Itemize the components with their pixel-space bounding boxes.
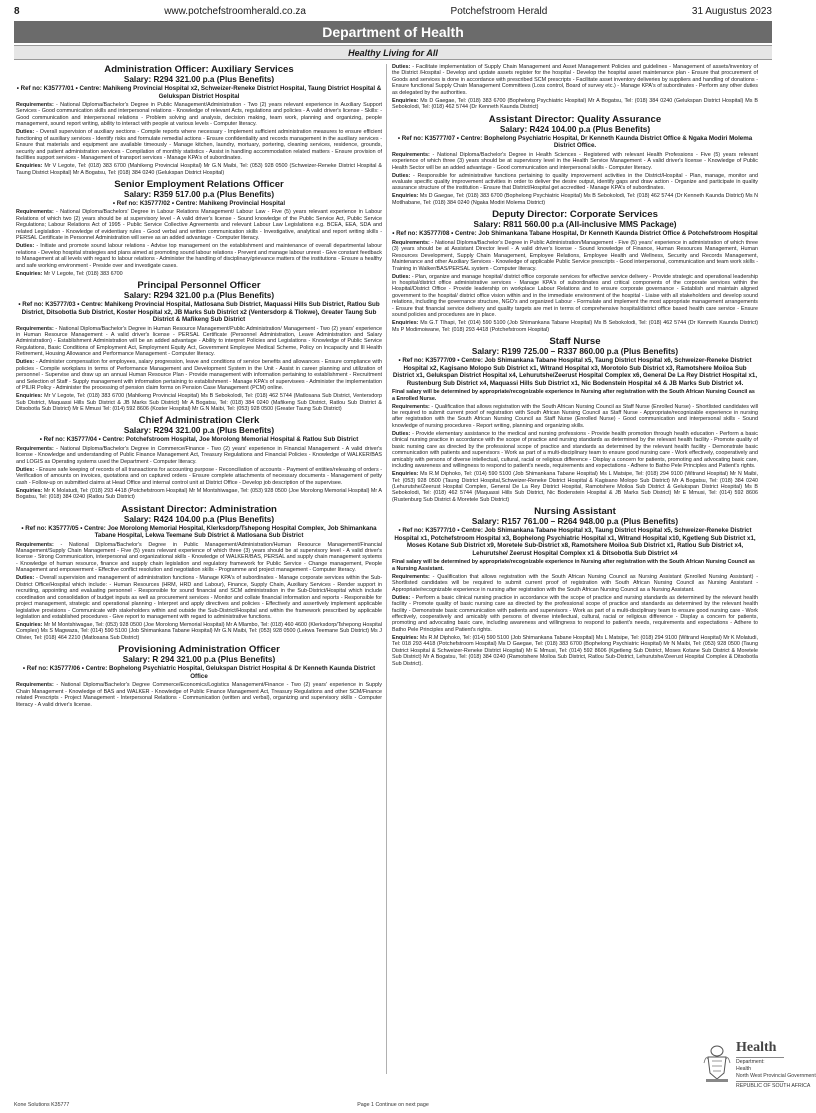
website-url[interactable]: www.potchefstroomherald.co.za xyxy=(164,5,306,17)
footer-left: Kone Solutions K35777 xyxy=(14,1102,70,1108)
job-enquiries: Enquiries: Ms D Gaegae, Tel: (018) 383 6700 (Bophelong Psychiatric Hospital) Ms B Sebokolodi, Tel: (018) 462 5744 (Dr Kenneth Kaunda District) Ms N Motlhabane, Tel: (018) 384 0240 (Ngaka Modiri Molema District) xyxy=(392,193,758,206)
job-reference: • Ref no: K35777/03 • Centre: Mahikeng Provincial Hospital, Matlosana Sub District, Maquassi Hills Sub District, Ratlou Sub District, Ditsobotla Sub District, Koster Hospital x2, JB Marks Sub District x2 (Ventersdorp & Tlokwe), Greater Taung Sub District & Mafikeng Sub District xyxy=(18,301,380,324)
job-listing xyxy=(392,209,758,333)
job-reference: • Ref no: K35777/08 • Centre: Job Shimankana Tabane Hospital, Dr Kenneth Kaunda District Office & Potchefstroom Hospital xyxy=(392,230,758,238)
job-listing xyxy=(16,280,382,412)
paper-name: Potchefstroom Herald xyxy=(450,5,548,17)
job-enquiries: Enquiries: Mr M Montshiwagae, Tel: (053) 928 0500 (Joe Morolong Memorial Hospital) Mr A Mlambo, Tel: (018) 460 4600 (Klerksdorp/Tshepong Hospital Complex) Ms S Magwaza, Tel: (014) 590 5100 (Job Shimankana Tabane Hospital) Mr G.N Maibi, Tel: (053) 928 0500 (Lekwa Teemane Sub District) Ms J Olivier, Tel: (018) 464 2210 (Matlosana Sub District) xyxy=(16,621,382,641)
job-salary: Salary: R294 321.00 p.a (Plus Benefits) xyxy=(123,291,275,301)
job-salary: Salary: R811 560.00 p.a (All-inclusive MMS Package) xyxy=(473,220,677,230)
job-reference: • Ref no: K35777/07 • Centre: Bophelong Psychiatric Hospital, Dr Kenneth Kaunda District Office & Ngaka Modiri Molema District Office. xyxy=(397,134,753,150)
job-requirements: Requirements: - Qualification that allows registration with the South African Nursing Council as Nursing Assistant (Enrolled Nursing Assistant) - Shortlisted candidates will be required to submit current proof of registration with South African Nursing Council as Nursing Assistant - Appropriate/recognizable experience in nursing after registration with the South African Nursing Council as a Nursing Assistant. xyxy=(392,573,758,593)
job-reference: • Ref no: K35777/04 • Centre: Potchefstroom Hospital, Joe Morolong Memorial Hospital & Ratlou Sub District xyxy=(39,436,359,444)
job-enquiries: Enquiries: Ms R.M Diphoko, Tel: (014) 590 5100 (Job Shimankana Tabane Hospital) Ms L Matsipe, Tel: (018) 294 9100 (Witrand Hospital) Mr K Molatudi, Tel: 018 293 4418 (Potchefstroom Hospital) Ms D Gaegae, Tel: (018) 383 6700 (Bophelong Psychiatric Hospital) Mr N Maibi, Tel: (053) 928 0500 (Taung District Hospital & Schweizer-Reneke District Hospital) Mr E Mmusi, Tel: (014) 592 8606 (Kgetleng Sub District, Moses Kotane Sub District & Moretele Sub District) Mr A Bogatsu, Tel: (018) 384 0240 (Ramotshere Moiloa Sub District, Ratlou Sub-District, Lehurutshe/Zeerust Hospital Complex & Ditsobotla Sub District). xyxy=(392,634,758,667)
job-duties: Duties: - Responsible for administrative functions pertaining to quality improvement activities in the District/Hospital - Plan, manage, monitor and evaluate specific quality improvement activities in order to deliver the desire output, identify gaps and draw action - Organize and participate in quality assurance structure of the institution - Ensure that District/Hospital get accredited - Manage KPA's of subordinates. xyxy=(392,172,758,192)
job-title: Assistant Director: Quality Assurance xyxy=(488,113,662,125)
logo-wordmark: Health xyxy=(736,1040,777,1055)
job-reference: • Ref no: K35777/02 • Centre: Mahikeng Provincial Hospital xyxy=(112,199,286,207)
job-reference: • Ref no: K35777/06 • Centre: Bophelong Psychiatric Hospital, Gelukspan District Hospital & Dr Kenneth Kaunda District Office xyxy=(22,665,376,680)
job-enquiries: Enquiries: Ms G.T Tlhapi, Tel: (014) 590 5100 (Job Shimankana Tabane Hospital) Ms B Sebokolodi, Tel: (018) 462 5744 (Dr Kenneth Kaunda District) Ms P Modimoiwane, Tel: (018) 293 4418 (Potchefstroom Hospital) xyxy=(392,320,758,333)
job-salary: Salary: R294 321.00 p.a (Plus Benefits) xyxy=(123,75,275,84)
job-listing xyxy=(392,114,758,207)
job-reference: • Ref no: K35777/01 • Centre: Mahikeng Provincial Hospital x2, Schweizer-Reneke District Hospital, Taung District Hospital & Gelukspan District Hospital xyxy=(16,85,382,100)
job-listing xyxy=(16,64,382,176)
job-listing xyxy=(392,64,758,111)
job-listing xyxy=(16,179,382,277)
job-reference: • Ref no: K35777/05 • Centre: Joe Morolong Memorial Hospital, Klerksdorp/Tshepong Hospital Complex, Job Shimankana Tabane Hospital, Lekwa Teemane Sub District & Matlosana Sub District xyxy=(21,524,377,540)
job-requirements: Requirements: - National Diploma/Bachelor's Degree in Commerce/Finance - Two (2) years' experience in Financial Management - A valid driver's license - Knowledge and understanding of Public Finance Management Act, Treasury Regulations and Financial Policies - Knowledge of WALKER/BAS and LOGIS as Operating systems used the Department - Computer literacy. xyxy=(16,445,382,465)
job-listing xyxy=(16,644,382,708)
job-reference: • Ref no: K35777/10 • Centre: Job Shimankana Tabane Hospital x3, Taung District Hospital x5, Schweizer-Reneke District Hospital x1, Potchefstroom Hospital x3, Bophelong Psychiatric Hospital x1, Witrand Hospital x10, Kgetleng Sub District x1, Moses Kotane Sub District x9, Moretele Sub-District x8, Ramotshere Moiloa Sub District x1, Ratlou Sub District x4, Lehurutshe/ Zeerust Hospital Complex x1 & Ditsobotla Sub District x4 xyxy=(394,527,756,557)
job-requirements: Requirements: - National Diploma/Bachelor's Degree in Health Sciences - Registered with relevant Health Professions - Five (5) years relevant experience of which three (3) years should be at supervisory level in the Health Service Management - A valid driver's license - Knowledge of Public Health Sector will be an added advantage - Good communication and interpersonal skills - Computer literacy. xyxy=(392,151,758,171)
footer-center: Page 1 Continue on next page xyxy=(357,1102,429,1108)
job-title: Administration Officer: Auxiliary Services xyxy=(104,64,294,75)
issue-date: 31 Augustus 2023 xyxy=(691,5,772,17)
job-duties: Duties: - Perform a basic clinical nursing practice in accordance with the scope of practice and nursing standards as determined by the relevant health facility - Promote quality of basic nursing care as directed by the professional scope of practice and standards as determined by the relevant health facility - Demonstrate basic communication with patients and supervisors - Work as part of a multi-disciplinary team to ensure good nursing care - Work effectively, cooperatively and amicably with persons of diverse intellectual, cultural, racial or religious difference - Display a concern for patients, promoting and advocating basic care, including awareness and willingness to respond to patient's needs, requirements and expectations - Adhere to Batho Pele Principles and Patient's rights. xyxy=(392,594,758,633)
job-title: Nursing Assistant xyxy=(534,506,616,518)
job-salary: Salary: R 294 321.00 p.a (Plus Benefits) xyxy=(122,655,276,665)
job-title: Senior Employment Relations Officer xyxy=(114,178,284,190)
left-column xyxy=(16,64,382,1079)
job-listing xyxy=(392,506,758,667)
health-logo xyxy=(736,1040,816,1090)
logo-line-3: North West Provincial Government xyxy=(736,1073,816,1079)
job-duties: Duties: - Facilitate implementation of Supply Chain Management and Asset Management Policies and guidelines - Management of assets/inventory of the District /Hospital - Develop and update assets register for the hospital - Develop the hospital asset maintenance plan - Ensure that procurement of Goods and services is done in accordance with prescribed SCM prescripts - Facilitate asset inventory deliveries by suppliers and handling of donations - Ensure functional Supply Chain Management Committees (Loss control, Board of survey etc.) - Manage KPA's of subordinates - Perform any other duties as delegated by the authorities. xyxy=(392,64,758,96)
job-requirements: Requirements: - National Diploma/Bachelors' Degree in Labour Relations Management/ Labour Law - Five (5) years relevant experience in Labour Relations of which two (2) years should be at supervisory level - A valid driver's license - Sound knowledge of the Public Service Act, Public Service Regulations; Labour Relations Act of 1995 - Public Service Collective Agreements and relevant Labour Law Legislations e.g. BCEA, EEA, SDA and related Legislation - Knowledge of evidentiary rules - Good verbal and written communication skills - Investigative, analytical and report writing skills - PERSAL Certificate in Personnel Administration will serve as an added advantage - Computer literacy. xyxy=(16,209,382,242)
job-title: Chief Administration Clerk xyxy=(138,415,260,427)
job-enquiries: Enquiries: Mr V Legote, Tel: (018) 383 6700 (Mahikeng Provincial Hospital) Mr G.N Maibi, Tel: (053) 928 0500 (Schweizer-Reneke District Hospital & Taung District Hospital) Mr A Bogatsu, Tel: (018) 384 0240 (Gelukspan District Hospital) xyxy=(16,163,382,176)
job-listing xyxy=(392,336,758,503)
job-requirements: Requirements: - National Diploma/Bachelor's Degree Commerce/Economics/Logistics Management/Finance - Two (2) years' experience in Supply Chain Management - Knowledge of BAS and WALKER - Knowledge of Public Finance Management Act, Treasury Regulations and other SCM/Finance related Prescripts - Project Management - Interpersonal Relations - Communication (written and verbal), organizing and supervisory skills - Computer literacy - A valid driver's license. xyxy=(16,682,382,708)
job-title: Deputy Director: Corporate Services xyxy=(492,209,658,221)
job-duties: Duties: - Provide elementary assistance to the medical and nursing professions - Provide health promotion through health education - Perform a basic clinical nursing practice in accordance with the scope of practice and nursing standards as determined by the relevant health facility - Promote quality of basic nursing care as directed by the professional scope of practice and standards as determined by the relevant health facility - Demonstrate basic communication with patients and supervisors - Work as part of a multi-disciplinary team to ensure good nursing care - Work effectively, cooperatively and amicably with persons of diverse intellectual, cultural, racial or religious difference - Display a concern for patients, promoting and advocating basic care, including awareness and willingness to respond to patient's needs, requirements and expectations - Adhere to Batho Pele Principles and Patient's rights. xyxy=(392,430,758,470)
job-salary: Salary: R424 104.00 p.a (Plus Benefits) xyxy=(123,514,275,524)
column-divider xyxy=(386,64,387,1074)
job-enquiries: Enquiries: Ms D Gaegae, Tel: (018) 383 6700 (Bophelong Psychiatric Hospital) Mr A Bogatsu, Tel: (018) 384 0240 (Gelukspan District Hospital) Ms B Sebokolodi, Tel: (018) 462 5744 (Dr Kenneth Kaunda District) xyxy=(392,97,758,111)
logo-line-4: REPUBLIC OF SOUTH AFRICA xyxy=(736,1083,811,1089)
job-enquiries: Enquiries: Ms R.M Diphoko, Tel: (014) 590 5100 (Job Shimankana Tabane Hospital) Ms L Matsipe, Tel: (018) 294 9100 (Witrand Hospital) Mr N Maibi, Tel: (053) 928 0500 (Taung District Hospital,Schweizer-Reneke District Hospital & Kagisano Molopo Sub District) Mr A Bogatsu, Tel: (018) 384 0240 (Lehurutshe/Zeerust Hospital Complex, General De La Rey District Hospital, Ramotshere Moiloa Sub District & Gelukspan District Hospital) Ms B Sebokolodi, Tel: (018) 462 5744 (Maquassi Hills Sub District, Nic Bodenstein Hospital & JB Marks Sub District) Mr E Mmusi, Tel: (014) 592 8606 (Rustenburg Sub District & Moretele Sub District) xyxy=(392,471,758,503)
job-reference: • Ref no: K35777/09 • Centre: Job Shimankana Tabane Hospital x5, Taung District Hospital x6, Schweizer-Reneke District Hospital x2, Kagisano Molopo Sub District x1, Witrand Hospital x3, Morotolo Sub District x3, Ramotshere Moiloa Sub District x1, Gelukspan District Hospital x4, Lehurutshe/Zeerust Hospital Complex x6, General De La Rey District Hospital x1, Rustenburg Sub District x4, Maquassi Hills Sub District x1, Nic Bodenstein Hospital x4 & JB Marks Sub District x4. xyxy=(392,357,758,387)
logo-line-2: Health xyxy=(736,1066,751,1072)
job-requirements: Requirements: - National Diploma/Bachelor's Degree in Public Management/Administration/Human Resource Management/Financial Management/Supply Chain Management - Five (5) years relevant experience of which three (3) years should be at supervisory level - A valid driver's license - Strong Communication, interpersonal and organizational skills - Knowledge of WALKER/BAS, PERSAL and supply chain management systems - Knowledge of human resource, finance and supply chain legislation and regulatory framework for Public Service - Change management, People Management and empowerment - Effective conflict resolution and negotiation skills - Programme and project management - Computer literacy. xyxy=(16,541,382,574)
job-note: Final salary will be determined by appropriate/recognizable experience in Nursing after registration with the South African Nursing Council as a Nursing Assistant. xyxy=(392,559,755,572)
job-note: Final salary will be determined by appropriate/recognizable experience in Nursing after registration with the South African Nursing Council as a Enrolled Nurse. xyxy=(392,389,755,402)
job-enquiries: Enquiries: Mr V Legote, Tel: (018) 383 6700 xyxy=(16,270,123,277)
job-salary: Salary: R199 725.00 – R337 860.00 p.a (Plus Benefits) xyxy=(471,347,679,357)
job-duties: Duties: - Overall supervision and management of administration functions - Manage KPA's of subordinates - Manage corporate services within the Sub-District Office/Hospital which include: - Human Resources (HRM, HRD and Labour), Finance, Supply Chain, Auxiliary Services - Render support in recruiting, appointing and evaluating personnel - Responsible for sound financial and SCM administration in the Sub-District/Hospital which include coordination and consolidation of budget inputs as well as procurement services - Monitor and collate financial information and reports - Responsible for project management, strategic and operational planning - Interpret and apply directives and policies - Effectively and assertively implement applicable legislative provisions - Communicate with stakeholders within and outside the Sub-District/Hospital and within the framework prescribed by applicable legislation and established procedures - Give report to management with regard to administrative functions. xyxy=(16,575,382,621)
right-column xyxy=(392,64,758,1039)
job-requirements: Requirements: - National Diploma/Bachelor's Degree in Human Resource Management/Public Administration/ Management - Two (2) years' experience in Human Resource Management - A valid driver's license - PERSAL Certificate (Personnel Administration, Leave Administration and Salary Administration) - Establishment Administration will be an added advantage - Ability to interpret Policies and Legislations - Knowledge of Public Service Regulations, Basic Conditions of Employment Act, Employment Equity Act, Government Employee Medical Scheme, Policy on Incapacity and Ill Health Retirement, Housing Allowance and Performance Management - Computer literacy. xyxy=(16,325,382,358)
page-header xyxy=(14,5,772,17)
job-enquiries: Enquiries: Mr K Molatudi, Tel: (018) 293 4418 (Potchefstroom Hospital) Mr M Montshiwagae, Tel: (053) 928 0500 (Joe Morolong Memorial Hospital) Mr A Bogatsu, Tel: (018) 384 0240 (Ratlou Sub District) xyxy=(16,487,382,501)
job-duties: Duties: - Plan, organize and manage hospital/ district office corporate services for effective service delivery - Provide strategic and operational leadership in hospital/district office administrative services - Manage KPA's of subordinates and critical components of the corporate services within the Hospital/District Office - Provide leadership on workplace Labour Relations and to ensure corporate governance - Establish and maintain aligned government to the hospital/ district office vision within and in the immediate environment of the hospital - Liaise with all stakeholders and develop sound relations, including the governance structure, NGO's and organized Labour - Formulate and implement the most appropriate management arrangements - Ensure that financial service delivery and quality targets are met in terms of comprehensive hospital/district office based health care service - Ensure sound policies and procedures are in place. xyxy=(392,273,758,319)
job-title: Provisioning Administration Officer xyxy=(118,644,280,656)
job-listing xyxy=(16,415,382,500)
logo-line-1: Department: xyxy=(736,1059,765,1065)
job-salary: Salary: R359 517.00 p.a (Plus Benefits) xyxy=(123,189,275,199)
job-salary: Salary: R424 104.00 p.a (Plus Benefits) xyxy=(499,124,651,134)
job-salary: Salary: R294 321.00 p.a (Plus Benefits) xyxy=(123,426,275,436)
coat-of-arms-icon xyxy=(702,1043,732,1083)
job-salary: Salary: R157 761.00 – R264 948.00 p.a (Plus Benefits) xyxy=(471,517,679,527)
job-title: Principal Personnel Officer xyxy=(137,280,261,292)
job-duties: Duties: - Overall supervision of auxiliary sections - Compile reports where necessary - Implement sufficient administration measures to ensure efficient functioning of auxiliary services - Identify risks and formulate remedial actions - Ensure confidentiality and records management in the auxiliary services - Ensure that materials and equipment are available timeously - Manage kitchen, laundry, mortuary, portering, cleaning services, residence, grounds, security and patient administration services - Compilation of monthly statistics - Assist in handling accommodation related matters - Ensure provision of facilities support services - Management of transport services - Manage KPA's of subordinates. xyxy=(16,129,382,162)
job-title: Staff Nurse xyxy=(549,336,601,348)
page-footer xyxy=(14,1102,772,1110)
job-duties: Duties: - Initiate and promote sound labour relations - Advise top management on the establishment and maintenance of overall departmental labour relations - Develop hospital strategies and plans aimed at promoting sound labour relations - Prevent and manage labour unrest - Give constant feedback to Management at all levels with regard to labour relations - Administer the handling of disciplinary/grievance matters of the institutions - Ensure a healthy and safe working environment - Preside over and investigate cases. xyxy=(16,243,382,269)
job-requirements: Requirements: - National Diploma/Bachelor's Degree in Public Management/Administration - Two (2) years relevant experience in Auxiliary Support Services - Good communication skills and interpersonal relations - Knowledge of relevant Acts, regulations and policies - A valid driver's license - Skills: - Good communication and interpersonal relations - Problem solving and analysis, decision making, team work, planning and organizing, people management, sound report writing, ability to interact with people at various levels - Computer literacy. xyxy=(16,102,382,128)
job-listing xyxy=(16,504,382,642)
job-requirements: Requirements: - National Diploma/Bachelor's Degree in Public Administration/Management - Five (5) years' experience in administration of which three (3) years should be at Assistant Director level - A valid driver's license - Sound knowledge of Finance, Human Resources Management, Human Resources Development, Supply Chain Management, Employee Relations, Employee Health and Wellness, Security and Records Management, Maintenance and other Auxiliary Services - Knowledge of applicable Public Service prescripts - Good interpersonal, communication and team work skills - Training in Walker/BAS/PERSAL system - Computer literacy. xyxy=(392,239,758,272)
department-banner: Department of Health xyxy=(14,21,772,43)
job-duties: Duties: - Ensure safe keeping of records of all transactions for accounting purpose - Reconciliation of accounts - Payment of entities/releasing of orders - Verification of amounts on invoices, quotations and on captured orders - Ensure complete attachments of necessary documents - Management of petty cash - Follow-up on submitted claims at Head Office and internal control unit at District Office - Develop job description of the supervisee. xyxy=(16,466,382,486)
job-requirements: Requirements: - Qualification that allows registration with the South African Nursing Council as Staff Nurse (Enrolled Nurse) - Shortlisted candidates will be required to submit current proof of registration with South African Nursing Council as Staff Nurse - Appropriate/recognizable experience in nursing after registration with the South African Nursing Council as Staff Nurse (Enrolled Nurse) - Good communication and interpersonal skills - Sound knowledge of nursing procedures - Report writing, planning and organizing skills. xyxy=(392,403,758,429)
tagline: Healthy Living for All xyxy=(14,45,772,60)
page-number: 8 xyxy=(14,5,20,17)
job-enquiries: Enquiries: Mr V Legote, Tel: (018) 383 6700 (Mahikeng Provincial Hospital) Ms B Sebokolodi, Tel: (018) 462 5744 (Matlosana Sub District, Ventersdorp Sub District, Maquassi Hills Sub District & JB Marks Sub District) Mr A Bogatsu, Tel: (018) 384 0240 (Mafikeng Sub District, Ratlou Sub District & Ditsobotla Sub District) Mr E Mmusi Tel: (014) 592 8606 (Koster Hospital) Mr G.N Maibi, Tel: (053) 928 0500 (Greater Taung Sub District) xyxy=(16,393,382,412)
job-duties: Duties: - Administer compensation for employees, salary progression, leave and conditions of service benefits and allowances - Ensure compliance with policies - Compile workplans in terms of Performance Management and Development System in the Unit - Assist in career planning and utilization of personnel - Supervise and draw up an annual Human Resource Plan - Provide management with information pertaining to establishment - Recruitment and Selection of Staff - Supply management with information pertaining to establishment - Manage KPA's of supervisees - Administer the implementation of PILIR Policy - Administer the processing of pension claim forms on Pension Case Management (PCM) online. xyxy=(16,359,382,392)
job-title: Assistant Director: Administration xyxy=(121,503,277,515)
